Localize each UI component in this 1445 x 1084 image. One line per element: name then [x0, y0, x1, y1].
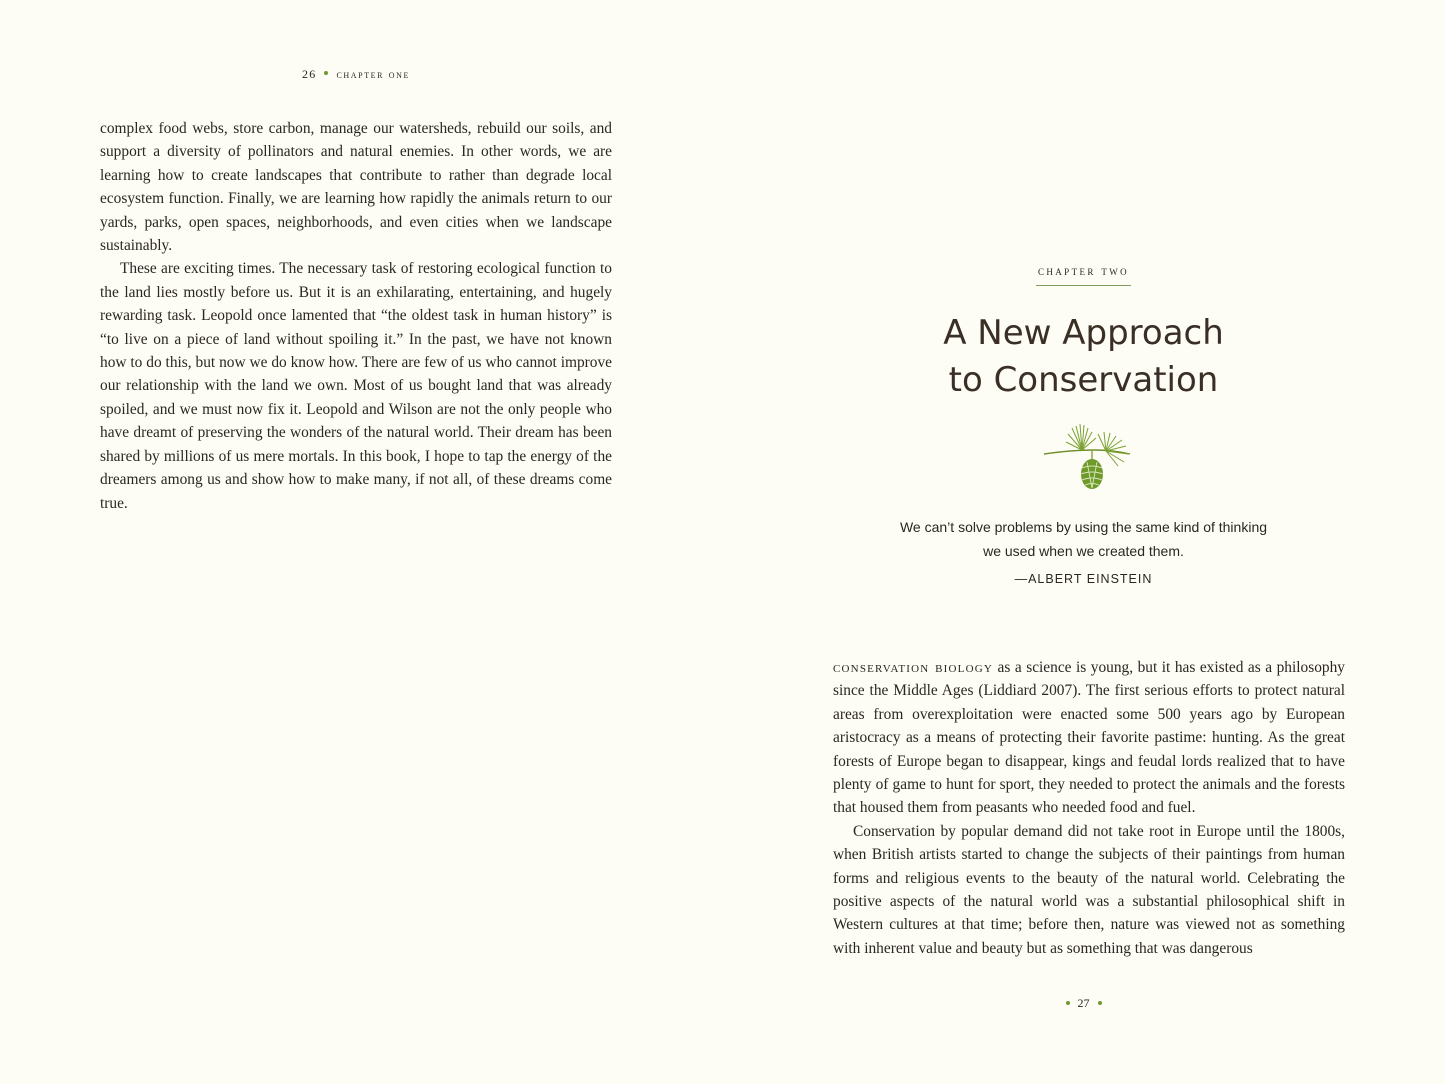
left-body-text [100, 117, 612, 515]
bullet-dot-icon [1066, 1001, 1070, 1005]
chapter-title-line-2: to Conservation [948, 360, 1219, 400]
chapter-label [722, 262, 1445, 286]
epigraph-line-1: We can’t solve problems by using the same kind of thinking [899, 519, 1268, 535]
chapter-title [722, 310, 1445, 404]
left-paragraph-2: These are exciting times. The necessary task of restoring ecological function to the land lies mostly before us. But it is an exhilarating, entertaining, and hugely rewarding task. Leopold once lamented that “the oldest task in human history” is “to live on a piece of land without spoiling it.” In the past, we have not known how to do this, but now we do know how. There are few of us who cannot improve our relationship with the land we own. Most of us bought land that was already spoiled, and we must now fix it. Leopold and Wilson are not the only people who have dreamt of preserving the wonders of the natural world. Their dream has been shared by millions of us mere mortals. In this book, I hope to tap the energy of the dreamers among us and show how to make many, if not all, of these dreams come true. [100, 260, 612, 512]
right-paragraph-1 [833, 656, 1345, 820]
bullet-dot-icon [324, 71, 328, 75]
chapter-label-text: chapter two [1036, 264, 1131, 286]
epigraph [722, 516, 1445, 592]
right-body-text [833, 656, 1345, 960]
right-paragraph-1-text: as a science is young, but it has existed as a philosophy since the Middle Ages (Liddiard 2007). The first serious efforts to protect natural areas from overexploitation were enacted some 500 years ago by European aristocracy as a means of protecting their favorite pastime: hunting. As the great forests of Europe began to disappear, kings and feudal lords realized that to have plenty of game to hunt for sport, they needed to protect the animals and the forests that housed them from peasants who needed food and fuel. [833, 659, 1345, 817]
epigraph-line-2: we used when we created them. [983, 542, 1184, 559]
lead-in-small-caps: conservation biology [833, 659, 994, 676]
left-page-number: 26 [302, 67, 317, 81]
pine-branch-icon [1042, 420, 1134, 492]
running-head-chapter: chapter one [336, 67, 410, 81]
chapter-title-line-1: A New Approach [943, 313, 1224, 353]
bullet-dot-icon [1098, 1001, 1102, 1005]
right-paragraph-2: Conservation by popular demand did not take root in Europe until the 1800s, when British artists started to change the subjects of their paintings from human forms and religious events to the beauty of the natural world. Celebrating the positive aspects of the natural world was a substantial philosophical shift in Western cultures at that time; before then, nature was viewed not as something with inherent value and beauty but as something that was dangerous [833, 822, 1345, 957]
right-page-number: 27 [1077, 996, 1090, 1010]
folio [722, 996, 1445, 1011]
epigraph-quote [722, 516, 1445, 563]
right-page [722, 0, 1445, 1084]
epigraph-attribution: —ALBERT EINSTEIN [1014, 572, 1153, 586]
left-page [0, 0, 722, 1084]
left-paragraph-1: complex food webs, store carbon, manage our watersheds, rebuild our soils, and support a diversity of pollinators and natural enemies. In other words, we are learning how to create landscapes that contribute to rather than degrade local ecosystem function. Finally, we are learning how rapidly the animals return to our yards, parks, open spaces, neighborhoods, and even cities when we landscape sustainably. [100, 120, 612, 255]
running-head [100, 67, 612, 82]
